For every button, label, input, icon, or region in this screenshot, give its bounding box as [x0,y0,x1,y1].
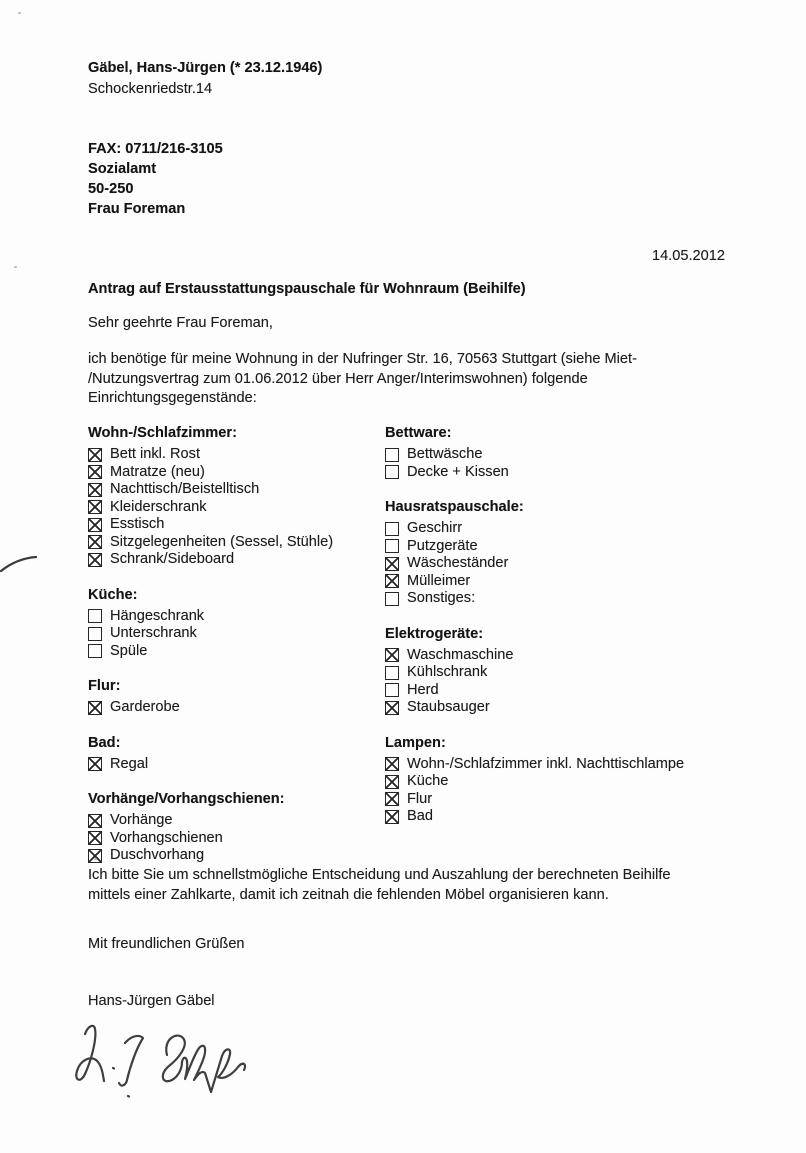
checkbox-unchecked-icon [88,609,102,623]
checkbox-checked-icon [88,814,102,828]
checklist-section [385,424,785,481]
checklist-item [385,573,785,591]
checklist-item [385,555,785,573]
checkbox-unchecked-icon [385,465,399,479]
checkbox-checked-icon [88,483,102,497]
checkbox-checked-icon [88,448,102,462]
checkbox-checked-icon [385,648,399,662]
checklist-item [88,446,378,464]
checkbox-checked-icon [88,500,102,514]
checklist-column-left [88,424,378,865]
checklist-section-title: Bettware: [385,425,452,441]
checklist-item-label: Staubsauger [407,699,490,715]
checkbox-checked-icon [385,792,399,806]
closing-paragraph [88,866,671,905]
checkbox-checked-icon [385,775,399,789]
checklist-item [385,446,785,464]
checklist-item-label: Küche [407,773,449,789]
checklist-item-label: Sitzgelegenheiten (Sessel, Stühle) [110,533,334,550]
checklist-item [385,538,785,556]
checklist-item [88,812,378,830]
checklist-item [385,756,785,774]
checklist-section-title: Vorhänge/Vorhangschienen: [88,791,285,807]
checklist-item-label: Matratze (neu) [110,463,205,480]
checklist-section [88,790,378,865]
closing-line: mittels einer Zahlkarte, damit ich zeitnah die fehlenden Möbel organisieren kann. [88,886,609,903]
checklist-item-label: Bettwäsche [407,446,483,462]
sender-street: Schockenriedstr.14 [88,81,213,97]
checklist-item-label: Spüle [110,642,148,659]
checklist-section-title: Hausratspauschale: [385,499,524,515]
checklist-item-label: Geschirr [407,520,463,536]
checkbox-checked-icon [385,557,399,571]
checklist-item [385,647,785,665]
checklist-section [88,424,378,569]
checkbox-checked-icon [88,701,102,715]
checklist-item [385,791,785,809]
checklist-item [385,520,785,538]
checklist-item-label: Bett inkl. Rost [110,446,201,462]
recipient-person: Frau Foreman [88,201,186,217]
scan-speck [18,12,21,14]
checklist-item [385,464,785,482]
checklist-section [385,734,785,826]
checklist-item-label: Decke + Kissen [407,463,509,480]
closing-line: Ich bitte Sie um schnellstmögliche Entscheidung und Auszahlung der berechneten Beihilfe [88,867,671,883]
checklist-item-label: Wäscheständer [407,555,509,571]
intro-paragraph [88,350,637,409]
checklist-item [385,590,785,608]
checklist-item [385,808,785,826]
recipient-block [88,139,223,219]
fax-number: FAX: 0711/216-3105 [88,141,223,157]
checkbox-checked-icon [88,465,102,479]
checklist-item [88,847,378,865]
checklist-item [385,773,785,791]
checklist-item [88,534,378,552]
checklist-column-right [385,424,785,826]
checkbox-unchecked-icon [385,539,399,553]
checklist-item-label: Mülleimer [407,572,471,589]
sender-block [88,58,322,100]
subject-line: Antrag auf Erstausstattungspauschale für Wohnraum (Beihilfe) [88,281,526,297]
checklist-item [88,756,378,774]
checklist-section [88,734,378,774]
checklist-section-title: Bad: [88,734,121,751]
checklist-item [88,551,378,569]
checklist-item-label: Hängeschrank [110,607,205,624]
checklist-item-label: Vorhänge [110,812,173,828]
checklist-item [88,481,378,499]
checkbox-checked-icon [88,518,102,532]
regards-line: Mit freundlichen Grüßen [88,936,245,952]
checklist-item-label: Wohn-/Schlafzimmer inkl. Nachttischlampe [407,755,685,772]
intro-line: /Nutzungsvertrag zum 01.06.2012 über Herr Anger/Interimswohnen) folgende [88,370,588,387]
checkbox-checked-icon [88,553,102,567]
signature-icon [72,1016,262,1108]
checklist-item [385,699,785,717]
checklist-item [88,699,378,717]
checklist-item [88,830,378,848]
checkbox-checked-icon [88,849,102,863]
recipient-office: Sozialamt [88,161,157,177]
checklist-item-label: Esstisch [110,516,165,532]
checklist-section-title: Lampen: [385,734,446,751]
checkbox-checked-icon [88,831,102,845]
checklist-section [88,586,378,661]
checklist-item-label: Kleiderschrank [110,498,207,515]
checklist-section-title: Küche: [88,586,138,603]
checklist-section-title: Elektrogeräte: [385,625,484,642]
typed-signature-name: Hans-Jürgen Gäbel [88,993,215,1009]
checklist-section [385,625,785,717]
checkbox-checked-icon [385,701,399,715]
salutation: Sehr geehrte Frau Foreman, [88,315,273,331]
checklist-item [88,464,378,482]
scan-edge-mark [0,551,38,575]
checklist-section [385,498,785,608]
checkbox-unchecked-icon [385,592,399,606]
checkbox-unchecked-icon [385,683,399,697]
intro-line: ich benötige für meine Wohnung in der Nufringer Str. 16, 70563 Stuttgart (siehe Miet- [88,351,637,367]
checkbox-checked-icon [385,810,399,824]
checkbox-unchecked-icon [385,666,399,680]
checklist-section-title: Wohn-/Schlafzimmer: [88,425,237,441]
checklist-item-label: Garderobe [110,699,180,715]
scan-mark-icon [0,551,38,575]
checklist-item-label: Duschvorhang [110,847,205,863]
checklist-item [385,682,785,700]
checklist-item [385,664,785,682]
letter-date: 14.05.2012 [651,248,725,264]
checklist-item-label: Sonstiges: [407,590,476,606]
checkbox-unchecked-icon [385,522,399,536]
recipient-code: 50-250 [88,181,134,197]
handwritten-signature [72,1016,262,1108]
checkbox-checked-icon [385,757,399,771]
checklist-item-label: Unterschrank [110,625,197,641]
checklist-item-label: Putzgeräte [407,537,478,554]
intro-line: Einrichtungsgegenstände: [88,390,257,406]
checklist-item [88,643,378,661]
checklist-item [88,608,378,626]
checkbox-unchecked-icon [88,644,102,658]
checkbox-unchecked-icon [88,627,102,641]
checklist-item [88,499,378,517]
checklist-section [88,677,378,717]
scan-speck [94,858,97,860]
checklist-item-label: Herd [407,681,439,698]
checklist-item [88,625,378,643]
checklist-item-label: Flur [407,790,433,807]
checkbox-checked-icon [88,757,102,771]
checklist-item-label: Regal [110,755,149,772]
checklist-item-label: Vorhangschienen [110,829,223,846]
checklist-item-label: Schrank/Sideboard [110,551,235,567]
checkbox-checked-icon [385,574,399,588]
checkbox-unchecked-icon [385,448,399,462]
checklist-item-label: Kühlschrank [407,664,488,680]
checkbox-checked-icon [88,535,102,549]
sender-name: Gäbel, Hans-Jürgen (* 23.12.1946) [88,60,323,76]
checklist-item-label: Bad [407,808,433,824]
checklist-item-label: Waschmaschine [407,646,514,663]
scan-speck [14,266,17,268]
checklist-section-title: Flur: [88,678,121,694]
checklist-item-label: Nachttisch/Beistelltisch [110,481,260,497]
checklist-item [88,516,378,534]
